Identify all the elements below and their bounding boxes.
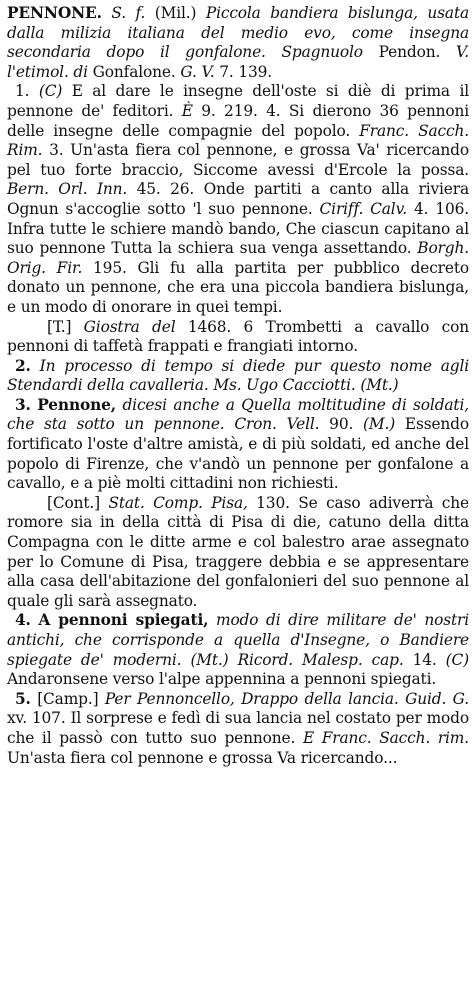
text: Essendo fortificato l'oste d'altre amistà, e di più soldati, ed anche del popolo di Firenze, che v'andò un pennone per gonfalone a cavallo, e a piè molti cittadini non richiesti. bbox=[7, 415, 469, 493]
sense-headword: A pennoni spiegati, bbox=[38, 611, 209, 630]
sense-2 bbox=[7, 357, 469, 396]
definition-text: Piccola bandiera bislunga, usata dalla milizia italiana del medio evo, come insegna secondaria dopo il gonfalone. Spagnuolo bbox=[7, 4, 470, 62]
source-marker: (C) bbox=[38, 82, 63, 101]
definition-text: modo di dire militare de' nostri antichi, che corrisponde a quella d'Insegne, o Bandiere spiegate de' moderni. bbox=[7, 611, 470, 669]
sense-1 bbox=[7, 82, 469, 317]
sense-5 bbox=[7, 690, 469, 768]
reference: Bern. Orl. Inn. bbox=[7, 180, 128, 199]
sense-number: 2. bbox=[15, 356, 31, 375]
source-marker: (C) bbox=[445, 650, 469, 669]
text: 45. 26. Onde partiti a canto alla riviera Ognun s'accoglie sotto 'l suo pennone. bbox=[7, 180, 469, 218]
reference: G. V. bbox=[180, 62, 215, 81]
text: 195. Gli fu alla partita per pubblico decreto donato un pennone, che era una piccola bandiera bislunga, e un modo di onorare in quei tempi. bbox=[7, 258, 469, 316]
text: 9. 219. 4. Si dierono 36 pennoni delle insegne delle compagnie del popolo. bbox=[7, 101, 469, 140]
source-marker: (M.) bbox=[363, 415, 396, 434]
sense-3 bbox=[7, 396, 469, 494]
entry-definition bbox=[7, 4, 469, 82]
reference: Borgh. Orig. Fir. bbox=[7, 239, 469, 277]
source-marker: (Mt.) bbox=[190, 650, 229, 669]
text: xv. 107. Il sorprese e fedì di sua lancia nel costato per modo che il passò con tutto suo pennone. bbox=[7, 709, 469, 747]
text: 130. Se caso adiverrà che romore sia in della città di Pisa di die, catuno della ditta Compagna con le ditte arme e col balestro arae assegnato per lo Comune di Pisa, traggere debbia e se appresentare alla casa dell'abitazione del gonfalonieri del suo pennone al quale gli sarà assegnato. bbox=[7, 493, 469, 610]
sense-cont bbox=[7, 494, 469, 612]
reference: Ms. Ugo Cacciotti. bbox=[213, 376, 356, 395]
register-label: (Mil.) bbox=[154, 4, 197, 22]
reference: Cron. Vell. bbox=[234, 415, 320, 434]
grammar-label: S. f. bbox=[111, 4, 146, 22]
reference: Ricord. Malesp. cap. bbox=[237, 650, 404, 669]
text: 90. bbox=[319, 415, 363, 434]
text: E al dare le insegne dell'oste si diè di prima il pennone de' feditori. bbox=[7, 82, 469, 120]
editor-tag: [Camp.] bbox=[37, 689, 99, 708]
text: 4. 106. Infra tutte le schiere mandò bando, Che ciascun capitano al suo pennone Tutta la schiera sua venga assettando. bbox=[7, 199, 469, 258]
reference: Ciriff. Calv. bbox=[319, 199, 408, 218]
reference: Stat. Comp. Pisa, bbox=[108, 493, 248, 512]
reference: E Franc. Sacch. rim. bbox=[302, 728, 469, 747]
sense-number: 5. bbox=[15, 689, 31, 708]
text: 1. bbox=[15, 82, 39, 101]
text: Andaronsene verso l'alpe appennina a pennoni spiegati. bbox=[7, 670, 437, 689]
sense-tommaseo bbox=[7, 318, 469, 357]
definition-text: In processo di tempo si diede pur questo nome agli Stendardi della cavalleria. bbox=[7, 356, 469, 395]
sense-4 bbox=[7, 611, 469, 689]
text: Gonfalone. bbox=[87, 62, 181, 81]
sense-headword: Pennone, bbox=[37, 395, 116, 414]
source-marker: (Mt.) bbox=[360, 376, 399, 395]
reference: Franc. Sacch. Rim. bbox=[7, 121, 469, 160]
entry-headword: PENNONE. bbox=[7, 4, 102, 22]
reference: Guid. G. bbox=[405, 689, 469, 708]
reference: È bbox=[181, 101, 193, 120]
reference: V. l'etimol. di bbox=[7, 43, 469, 81]
definition-text: Per Pennoncello, Drappo della lancia. bbox=[104, 689, 399, 708]
reference: Giostra del bbox=[83, 317, 176, 336]
sense-number: 3. bbox=[15, 395, 31, 414]
definition-text: dicesi anche a Quella moltitudine di soldati, che sta sotto un pennone. bbox=[7, 395, 469, 434]
text: Un'asta fiera col pennone e grossa Va ricercando... bbox=[7, 748, 398, 767]
editor-tag: [Cont.] bbox=[47, 493, 100, 512]
sense-number: 4. bbox=[15, 611, 31, 630]
text: 7. 139. bbox=[214, 62, 273, 81]
text: 14. bbox=[403, 650, 446, 669]
text: 1468. 6 Trombetti a cavallo con pennoni di taffetà frappati e frangiati intorno. bbox=[7, 317, 469, 356]
text: 3. Un'asta fiera col pennone, e grossa Va' ricercando pel tuo forte braccio, Siccome avessi d'Ercole la possa. bbox=[7, 141, 469, 179]
text: Pendon. bbox=[362, 43, 456, 62]
editor-tag: [T.] bbox=[47, 317, 72, 336]
